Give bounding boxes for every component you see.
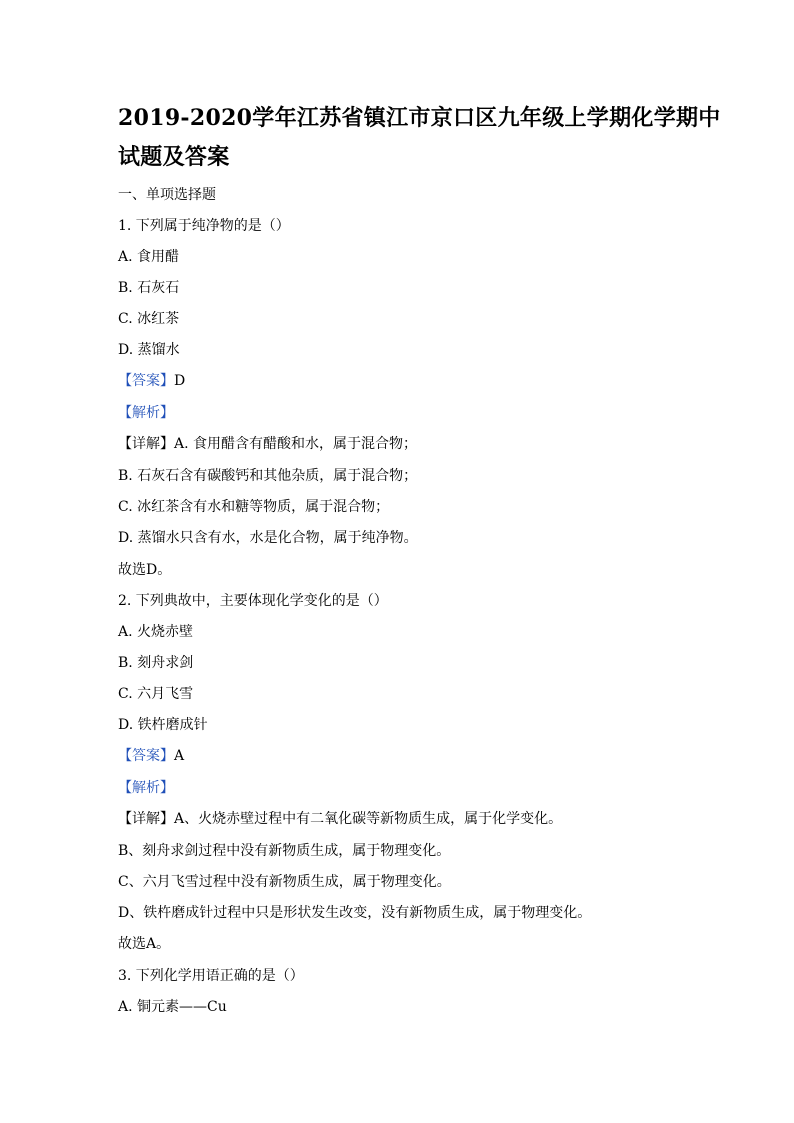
question-2-detail-2: B、刻舟求剑过程中没有新物质生成，属于物理变化。 — [118, 843, 451, 859]
answer-value: D — [174, 373, 186, 389]
question-1-answer — [118, 371, 185, 391]
document-title-line-1: 2019-2020学年江苏省镇江市京口区九年级上学期化学期中 — [118, 105, 721, 131]
question-1-stem: 1. 下列属于纯净物的是（） — [118, 218, 290, 234]
answer-value: A — [174, 748, 185, 764]
question-2-option-d: D. 铁杵磨成针 — [118, 717, 208, 733]
answer-tag: 【答案】 — [118, 748, 174, 764]
document-title-line-2: 试题及答案 — [118, 144, 230, 170]
analysis-tag: 【解析】 — [118, 405, 174, 421]
question-1-detail-2: B. 石灰石含有碳酸钙和其他杂质，属于混合物； — [118, 468, 418, 484]
question-1-option-d: D. 蒸馏水 — [118, 342, 180, 358]
question-2-detail-1 — [118, 809, 562, 829]
analysis-tag: 【解析】 — [118, 780, 174, 796]
question-1-detail-3: C. 冰红茶含有水和糖等物质，属于混合物； — [118, 499, 390, 515]
question-1-option-b: B. 石灰石 — [118, 280, 180, 296]
detail-tag: 【详解】 — [118, 811, 174, 827]
question-1-option-c: C. 冰红茶 — [118, 311, 180, 327]
question-2-option-a: A. 火烧赤壁 — [118, 624, 194, 640]
question-2-conclusion: 故选A。 — [118, 936, 171, 952]
question-2-option-b: B. 刻舟求剑 — [118, 655, 194, 671]
answer-tag: 【答案】 — [118, 373, 174, 389]
question-1-detail-1 — [118, 434, 417, 454]
question-3-option-a: A. 铜元素——Cu — [118, 999, 227, 1015]
section-heading: 一、单项选择题 — [118, 187, 216, 203]
question-1-option-a: A. 食用醋 — [118, 249, 180, 265]
question-2-answer — [118, 746, 184, 766]
question-2-stem: 2. 下列典故中，主要体现化学变化的是（） — [118, 593, 388, 609]
question-1-detail-4: D. 蒸馏水只含有水，水是化合物，属于纯净物。 — [118, 530, 418, 546]
question-1-conclusion: 故选D。 — [118, 562, 172, 578]
detail-text: A. 食用醋含有醋酸和水，属于混合物； — [174, 436, 418, 452]
question-3-stem: 3. 下列化学用语正确的是（） — [118, 968, 304, 984]
question-2-option-c: C. 六月飞雪 — [118, 686, 194, 702]
question-2-detail-3: C、六月飞雪过程中没有新物质生成，属于物理变化。 — [118, 874, 451, 890]
question-1-analysis — [118, 403, 174, 423]
detail-text: A、火烧赤壁过程中有二氧化碳等新物质生成，属于化学变化。 — [174, 811, 563, 827]
question-2-analysis — [118, 778, 174, 798]
detail-tag: 【详解】 — [118, 436, 174, 452]
question-2-detail-4: D、铁杵磨成针过程中只是形状发生改变，没有新物质生成，属于物理变化。 — [118, 905, 592, 921]
